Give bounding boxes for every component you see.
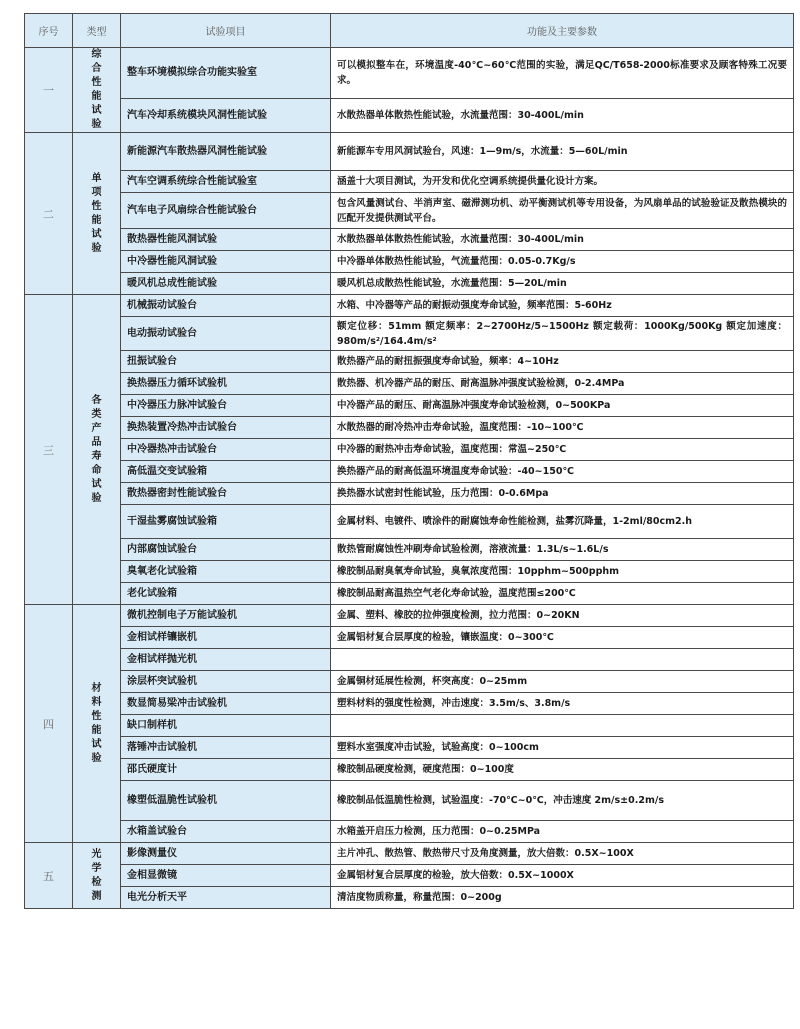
test-item-name: 中冷器热冲击试验台 — [121, 439, 331, 461]
test-item-description: 暖风机总成散热性能试验，水流量范围：5—20L/min — [331, 273, 794, 295]
group-category-label: 综合性能试验 — [91, 49, 102, 130]
test-item-name: 机械振动试验台 — [121, 295, 331, 317]
test-item-description: 中冷器的耐热冲击寿命试验，温度范围：常温~250℃ — [331, 439, 794, 461]
table-row — [25, 317, 794, 351]
test-item-description: 散热器、机冷器产品的耐压、耐高温脉冲强度试验检测，0-2.4MPa — [331, 373, 794, 395]
test-item-description: 可以模拟整车在，环境温度-40℃~60℃范围的实验，满足QC/T658-2000标准要求及顾客特殊工况要求。 — [331, 48, 794, 99]
table-row — [25, 843, 794, 865]
test-item-name: 散热器性能风洞试验 — [121, 229, 331, 251]
group-category — [73, 133, 121, 295]
test-item-description: 清洁度物质称量，称量范围：0~200g — [331, 887, 794, 909]
test-item-name: 中冷器压力脉冲试验台 — [121, 395, 331, 417]
test-item-name: 换热器压力循环试验机 — [121, 373, 331, 395]
table-row — [25, 99, 794, 133]
table-row — [25, 781, 794, 821]
test-item-description — [331, 715, 794, 737]
test-item-name: 高低温交变试验箱 — [121, 461, 331, 483]
table-row — [25, 273, 794, 295]
group-category-label: 各类产品寿命试验 — [91, 394, 102, 504]
test-item-description: 额定位移：51mm 额定频率：2~2700Hz/5~1500Hz 额定载荷：1000Kg/500Kg 额定加速度：980m/s²/164.4m/s² — [331, 317, 794, 351]
group-index: 四 — [25, 605, 73, 843]
test-item-name: 汽车冷却系统模块风洞性能试验 — [121, 99, 331, 133]
test-item-name: 扭振试验台 — [121, 351, 331, 373]
table-header-row — [25, 14, 794, 48]
test-equipment-table — [24, 13, 794, 909]
group-category-label: 材料性能试验 — [91, 682, 102, 764]
test-item-name: 整车环境模拟综合功能实验室 — [121, 48, 331, 99]
test-item-description: 橡胶制品低温脆性检测，试验温度：-70℃~0℃，冲击速度 2m/s±0.2m/s — [331, 781, 794, 821]
test-item-name: 电光分析天平 — [121, 887, 331, 909]
group-category — [73, 295, 121, 605]
group-category — [73, 605, 121, 843]
table-row — [25, 295, 794, 317]
header-description: 功能及主要参数 — [331, 14, 794, 48]
table-row — [25, 865, 794, 887]
group-index: 三 — [25, 295, 73, 605]
test-item-description: 中冷器单体散热性能试验，气流量范围：0.05-0.7Kg/s — [331, 251, 794, 273]
table-row — [25, 395, 794, 417]
test-item-name: 中冷器性能风洞试验 — [121, 251, 331, 273]
group-index: 一 — [25, 48, 73, 133]
table-row — [25, 48, 794, 99]
test-item-name: 汽车空调系统综合性能试验室 — [121, 171, 331, 193]
header-index: 序号 — [25, 14, 73, 48]
test-item-name: 干湿盐雾腐蚀试验箱 — [121, 505, 331, 539]
test-item-description: 金属铜材延展性检测，杯突高度：0~25mm — [331, 671, 794, 693]
test-item-name: 微机控制电子万能试验机 — [121, 605, 331, 627]
table-body — [25, 48, 794, 909]
test-item-description: 橡胶制品硬度检测，硬度范围：0~100度 — [331, 759, 794, 781]
table-row — [25, 887, 794, 909]
test-item-name: 落锤冲击试验机 — [121, 737, 331, 759]
header-category: 类型 — [73, 14, 121, 48]
table-row — [25, 693, 794, 715]
test-item-name: 散热器密封性能试验台 — [121, 483, 331, 505]
group-index: 二 — [25, 133, 73, 295]
test-item-description: 水箱盖开启压力检测，压力范围：0~0.25MPa — [331, 821, 794, 843]
test-item-description: 塑料水室强度冲击试验，试验高度：0~100cm — [331, 737, 794, 759]
test-item-description: 金属、塑料、橡胶的拉伸强度检测，拉力范围：0~20KN — [331, 605, 794, 627]
test-item-description: 金属材料、电镀件、喷涂件的耐腐蚀寿命性能检测，盐雾沉降量，1-2ml/80cm2.h — [331, 505, 794, 539]
table-row — [25, 505, 794, 539]
test-item-description: 换热器产品的耐高低温环境温度寿命试验：-40~150℃ — [331, 461, 794, 483]
test-item-description: 水箱、中冷器等产品的耐振动强度寿命试验，频率范围：5-60Hz — [331, 295, 794, 317]
test-item-description: 水散热器的耐冷热冲击寿命试验，温度范围：-10~100℃ — [331, 417, 794, 439]
table-row — [25, 251, 794, 273]
test-item-name: 橡塑低温脆性试验机 — [121, 781, 331, 821]
test-item-name: 金相试样抛光机 — [121, 649, 331, 671]
table-row — [25, 715, 794, 737]
test-item-name: 电动振动试验台 — [121, 317, 331, 351]
test-item-description: 塑料材料的强度性检测，冲击速度：3.5m/s、3.8m/s — [331, 693, 794, 715]
test-item-description: 中冷器产品的耐压、耐高温脉冲强度寿命试验检测，0~500KPa — [331, 395, 794, 417]
test-item-description — [331, 649, 794, 671]
test-item-name: 内部腐蚀试验台 — [121, 539, 331, 561]
table-row — [25, 583, 794, 605]
table-row — [25, 193, 794, 229]
table-row — [25, 229, 794, 251]
test-item-description: 涵盖十大项目测试，为开发和优化空调系统提供量化设计方案。 — [331, 171, 794, 193]
test-item-name: 暖风机总成性能试验 — [121, 273, 331, 295]
test-item-name: 涂层杯突试验机 — [121, 671, 331, 693]
test-item-description: 散热器产品的耐扭振强度寿命试验，频率：4~10Hz — [331, 351, 794, 373]
test-item-name: 影像测量仪 — [121, 843, 331, 865]
test-item-description: 水散热器单体散热性能试验，水流量范围：30-400L/min — [331, 229, 794, 251]
test-item-name: 邵氏硬度计 — [121, 759, 331, 781]
table-row — [25, 351, 794, 373]
table-row — [25, 759, 794, 781]
header-item: 试验项目 — [121, 14, 331, 48]
test-item-name: 汽车电子风扇综合性能试验台 — [121, 193, 331, 229]
group-category-label: 光学检测 — [91, 848, 102, 902]
table-row — [25, 439, 794, 461]
test-item-name: 金相试样镶嵌机 — [121, 627, 331, 649]
table-row — [25, 483, 794, 505]
test-item-name: 数显简易梁冲击试验机 — [121, 693, 331, 715]
table-row — [25, 133, 794, 171]
table-row — [25, 671, 794, 693]
test-item-description: 水散热器单体散热性能试验，水流量范围：30-400L/min — [331, 99, 794, 133]
table-row — [25, 539, 794, 561]
test-item-description: 换热器水试密封性能试验，压力范围：0-0.6Mpa — [331, 483, 794, 505]
table-row — [25, 561, 794, 583]
test-item-description: 新能源车专用风洞试验台，风速：1—9m/s，水流量：5—60L/min — [331, 133, 794, 171]
test-item-name: 老化试验箱 — [121, 583, 331, 605]
table-row — [25, 171, 794, 193]
table-row — [25, 821, 794, 843]
test-item-description: 主片冲孔、散热管、散热带尺寸及角度测量，放大倍数：0.5X~100X — [331, 843, 794, 865]
test-item-description: 橡胶制品耐臭氧寿命试验，臭氧浓度范围：10pphm~500pphm — [331, 561, 794, 583]
group-category-label: 单项性能试验 — [91, 172, 102, 254]
table-row — [25, 649, 794, 671]
test-item-name: 新能源汽车散热器风洞性能试验 — [121, 133, 331, 171]
table-row — [25, 373, 794, 395]
group-index: 五 — [25, 843, 73, 909]
test-item-name: 金相显微镜 — [121, 865, 331, 887]
test-item-description: 包含风量测试台、半消声室、磁滞测功机、动平衡测试机等专用设备，为风扇单品的试验验证及散热模块的匹配开发提供测试平台。 — [331, 193, 794, 229]
table-row — [25, 461, 794, 483]
group-category — [73, 843, 121, 909]
table-row — [25, 737, 794, 759]
table-row — [25, 627, 794, 649]
test-item-name: 缺口制样机 — [121, 715, 331, 737]
test-item-description: 金属铝材复合层厚度的检验，镶嵌温度：0~300℃ — [331, 627, 794, 649]
test-item-description: 散热管耐腐蚀性冲刷寿命试验检测，溶液流量：1.3L/s~1.6L/s — [331, 539, 794, 561]
table-row — [25, 417, 794, 439]
table-row — [25, 605, 794, 627]
test-item-name: 换热装置冷热冲击试验台 — [121, 417, 331, 439]
test-item-name: 臭氧老化试验箱 — [121, 561, 331, 583]
test-item-description: 金属铝材复合层厚度的检验，放大倍数：0.5X~1000X — [331, 865, 794, 887]
test-item-description: 橡胶制品耐高温热空气老化寿命试验，温度范围≤200℃ — [331, 583, 794, 605]
group-category — [73, 48, 121, 133]
test-item-name: 水箱盖试验台 — [121, 821, 331, 843]
